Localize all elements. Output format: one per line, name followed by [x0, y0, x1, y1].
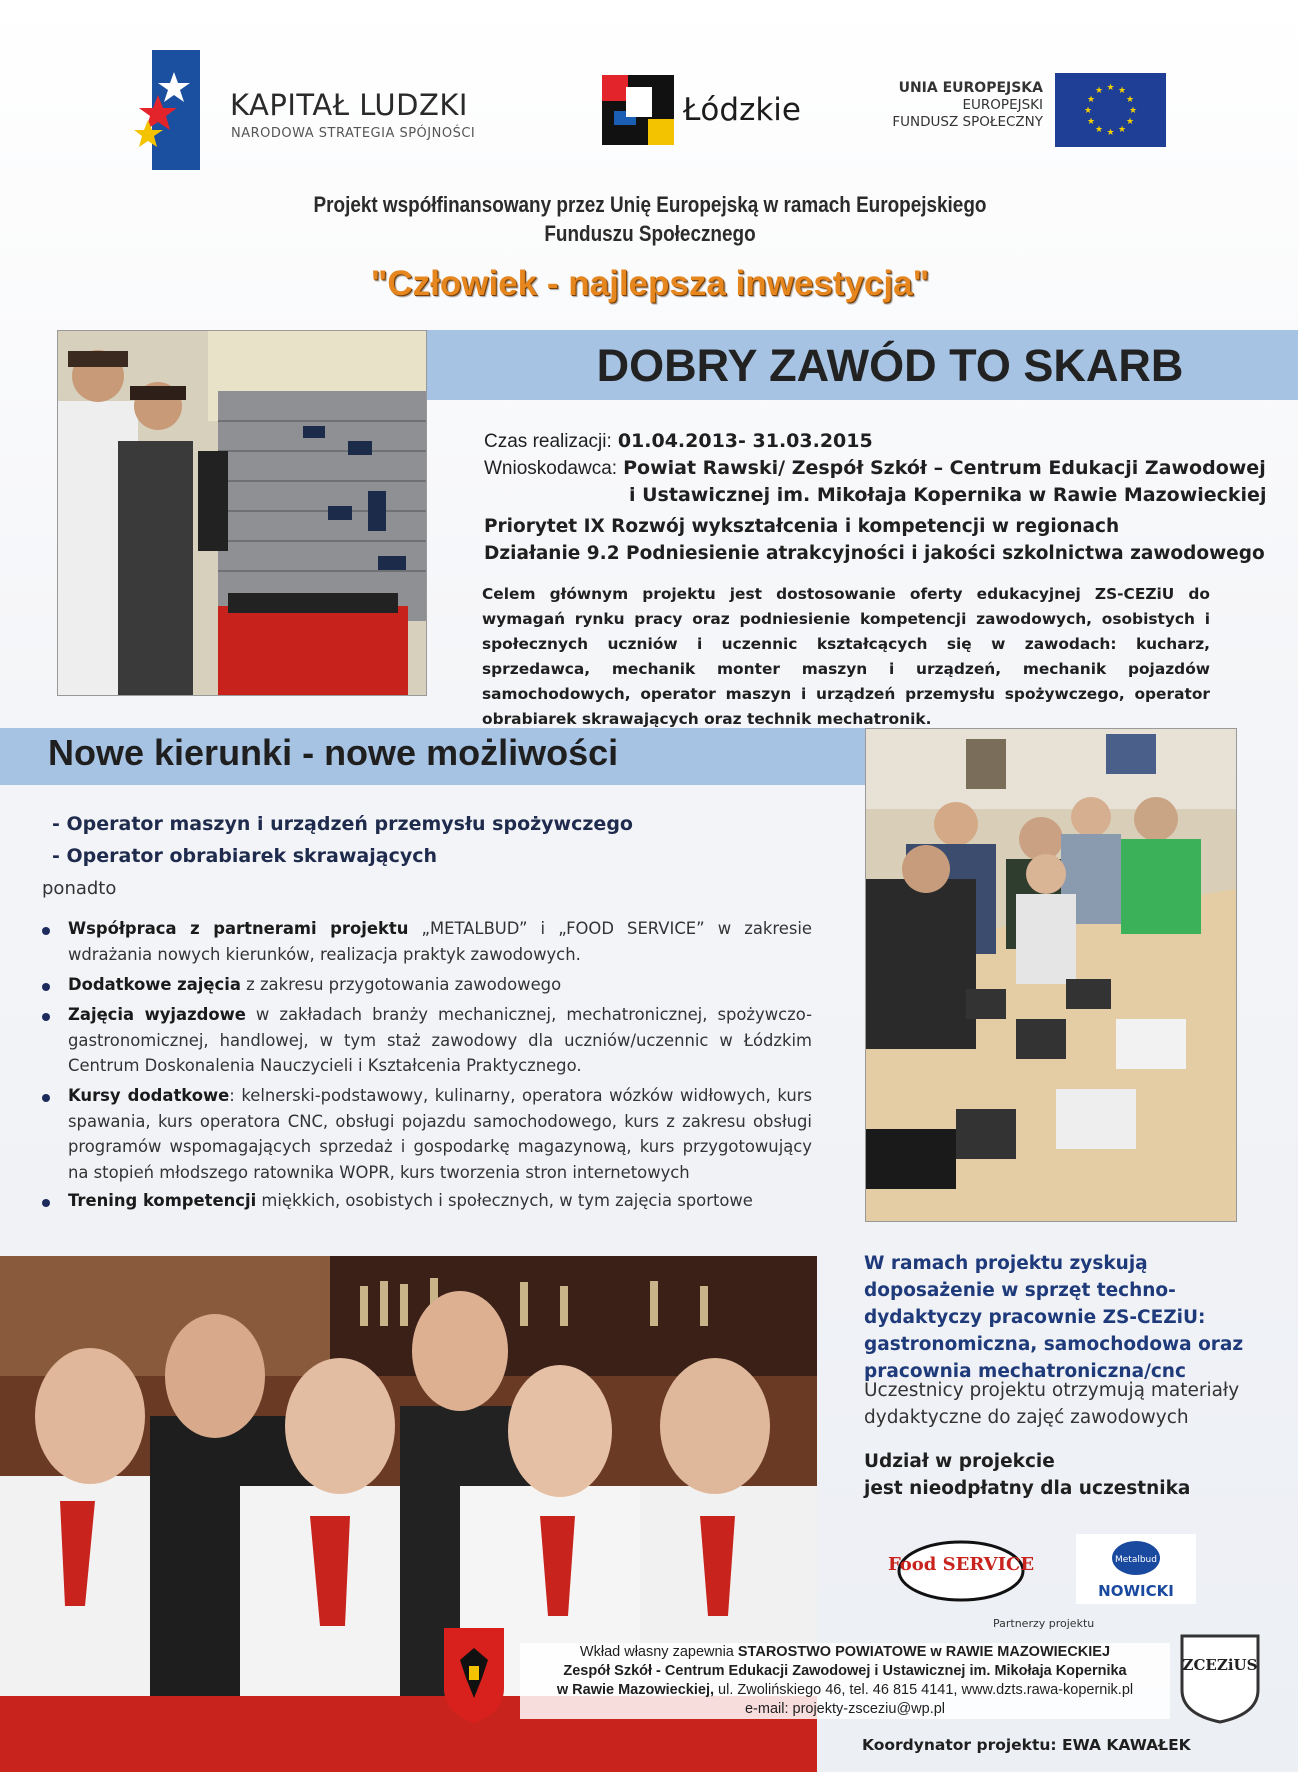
bullet-icon — [42, 1094, 50, 1102]
kapital-ludzki-subtitle: NARODOWA STRATEGIA SPÓJNOŚCI — [231, 126, 476, 141]
svg-text:★: ★ — [1086, 117, 1096, 127]
list-item — [42, 916, 812, 967]
kapital-ludzki-title: KAPITAŁ LUDZKI — [230, 88, 468, 122]
contribution-line — [520, 1643, 1170, 1662]
school-name: Zespół Szkół - Centrum Edukacji Zawodowej i Ustawicznej im. Mikołaja Kopernika — [563, 1663, 1127, 1679]
svg-text:★: ★ — [1094, 86, 1104, 96]
school-address: ul. Zwolińskiego 46, tel. 46 815 4141, www.dzts.rawa-kopernik.pl — [714, 1682, 1134, 1698]
applicant-value-2: i Ustawicznej im. Mikołaja Kopernika w Rawie Mazowieckiej — [629, 484, 1267, 506]
applicant-row-2 — [629, 482, 1266, 509]
equipment-text: W ramach projektu zyskują doposażenie w sprzęt techno-dydaktyczy pracownie ZS-CEZiU: gastronomiczna, samochodowa oraz pracownia mechatroniczna/cnc — [864, 1253, 1244, 1382]
list-item-text: w zakładach branży mechanicznej, mechatronicznej, spożywczo-gastronomicznej, handlowej, w tym staż zawodowy dla uczniów/uczennic w Łódzkim Centrum Doskonalenia Nauczycieli i Kształcenia Praktycznego. — [68, 1005, 813, 1075]
list-item — [42, 1002, 812, 1079]
cofinancing-line-2: Funduszu Społecznego — [544, 221, 756, 246]
contribution-block — [520, 1643, 1170, 1719]
list-item-text: z zakresu przygotowania zawodowego — [240, 975, 562, 994]
contribution-bold: STAROSTWO POWIATOWE w RAWIE MAZOWIECKIEJ — [737, 1644, 1111, 1660]
bullet-icon — [42, 927, 50, 935]
svg-text:★: ★ — [1117, 125, 1127, 135]
materials-text: Uczestnicy projektu otrzymują materiały dydaktyczne do zajęć zawodowych — [864, 1380, 1240, 1428]
list-item — [42, 1083, 812, 1185]
eu-line-1: UNIA EUROPEJSKA — [898, 80, 1043, 96]
email-line: e-mail: projekty-zsceziu@wp.pl — [744, 1701, 946, 1717]
list-item-text: : kelnerski-podstawowy, kulinarny, operatora wózków widłowych, kurs spawania, kurs operatora CNC, obsługi pojazdu samochodowego, kurs z zakresu obsługi programów wspomagających sprzedaż i gospodarkę magazynową, kurs przygotowujący na stopień młodszego ratownika WOPR, kurs tworzenia stron internetowych — [68, 1086, 812, 1182]
svg-text:★: ★ — [1094, 125, 1104, 135]
eu-text — [868, 80, 1043, 131]
time-label: Czas realizacji: — [484, 431, 612, 452]
metalbud-nowicki-logo — [1076, 1534, 1196, 1604]
list-item-bold: Kursy dodatkowe — [68, 1086, 230, 1105]
powiat-crest-icon — [444, 1628, 504, 1723]
list-item — [42, 1188, 812, 1214]
eu-line-3: FUNDUSZ SPOŁECZNY — [892, 114, 1043, 130]
svg-text:★: ★ — [1117, 86, 1127, 96]
svg-text:★: ★ — [1125, 117, 1135, 127]
ponadto-label: ponadto — [42, 878, 117, 899]
lodzkie-logo-icon — [602, 75, 674, 145]
eu-line-2: EUROPEJSKI — [962, 97, 1043, 113]
kapital-ludzki-flag-icon — [138, 50, 200, 170]
svg-text:★: ★ — [1106, 83, 1115, 93]
bullet-icon — [42, 1199, 50, 1207]
free-participation-text — [864, 1448, 1284, 1502]
partners-label: Partnerzy projektu — [993, 1617, 1095, 1630]
time-value: 01.04.2013- 31.03.2015 — [617, 430, 873, 452]
list-item-text: miękkich, osobistych i społecznych, w tym zajęcia sportowe — [256, 1191, 753, 1210]
nowicki-logo-text: NOWICKI — [1098, 1582, 1174, 1600]
cofinancing-line-1: Projekt współfinansowany przez Unię Europejską w ramach Europejskiego — [313, 192, 987, 217]
svg-text:★: ★ — [1128, 106, 1138, 116]
school-line-2 — [520, 1681, 1170, 1700]
school-location: w Rawie Mazowieckiej, — [556, 1682, 715, 1698]
applicant-label: Wnioskodawca: — [484, 458, 618, 479]
action-line: Działanie 9.2 Podniesienie atrakcyjności i jakości szkolnictwa zawodowego — [484, 543, 1265, 564]
time-row — [484, 428, 1266, 455]
cofinancing-statement — [220, 190, 1080, 248]
lodzkie-label: Łódzkie — [683, 92, 801, 128]
coordinator: Koordynator projektu: EWA KAWAŁEK — [862, 1736, 1191, 1754]
priority-block — [484, 513, 1265, 567]
section-title: Nowe kierunki - nowe możliwości — [48, 732, 619, 773]
zceziu-logo-text: ZCEZiUS — [1182, 1656, 1258, 1674]
project-details — [484, 428, 1266, 509]
priority-line: Priorytet IX Rozwój wykształcenia i kompetencji w regionach — [484, 516, 1120, 537]
bullet-icon — [42, 983, 50, 991]
list-item-bold: Współpraca z partnerami projektu — [68, 919, 409, 938]
list-item-bold: Zajęcia wyjazdowe — [68, 1005, 246, 1024]
direction-item: - Operator maszyn i urządzeń przemysłu spożywczego — [52, 813, 633, 835]
free-line-1: Udział w projekcie — [864, 1451, 1055, 1472]
food-logo-text: Food SERVICE — [887, 1554, 1035, 1575]
school-line-1 — [520, 1662, 1170, 1681]
list-item-text: „METALBUD” i „FOOD SERVICE” w zakresie wdrażania nowych kierunków, realizacja praktyk zawodowych. — [68, 919, 812, 964]
applicant-row — [484, 455, 1266, 482]
free-line-2: jest nieodpłatny dla uczestnika — [864, 1478, 1191, 1499]
goal-paragraph: Celem głównym projektu jest dostosowanie oferty edukacyjnej ZS-CEZiU do wymagań rynku pracy oraz podniesienie kompetencji zawodowych, osobistych i społecznych uczniów i uczennic kształcących się w zawodach: kucharz, sprzedawca, mechanik monter maszyn i urządzeń, mechanik pojazdów samochodowych, operator maszyn i urządzeń przemysłu spożywczego, operator obrabiarek skrawających oraz technik mechatronik. — [482, 585, 1210, 728]
workshop-photo — [57, 330, 427, 696]
list-item-bold: Trening kompetencji — [68, 1191, 257, 1210]
svg-text:★: ★ — [1086, 95, 1096, 105]
bullet-icon — [42, 1013, 50, 1021]
contribution-prefix: Wkład własny zapewnia — [579, 1644, 738, 1660]
lab-photo — [865, 728, 1237, 1222]
svg-text:★: ★ — [1106, 128, 1115, 138]
eu-flag-icon — [1055, 73, 1166, 147]
motto: "Człowiek - najlepsza inwestycja" — [370, 264, 930, 303]
list-item — [42, 972, 812, 998]
applicant-value-1: Powiat Rawski/ Zespół Szkół – Centrum Edukacji Zawodowej — [623, 457, 1266, 479]
svg-text:★: ★ — [1125, 95, 1135, 105]
direction-item: - Operator obrabiarek skrawających — [52, 845, 438, 867]
main-title: DOBRY ZAWÓD TO SKARB — [596, 340, 1184, 391]
list-item-bold: Dodatkowe zajęcia — [68, 975, 241, 994]
food-service-logo — [887, 1540, 1035, 1602]
metalbud-logo-text: Metalbud — [1115, 1555, 1157, 1565]
svg-text:★: ★ — [1083, 106, 1093, 116]
zceziu-logo — [1180, 1632, 1260, 1724]
